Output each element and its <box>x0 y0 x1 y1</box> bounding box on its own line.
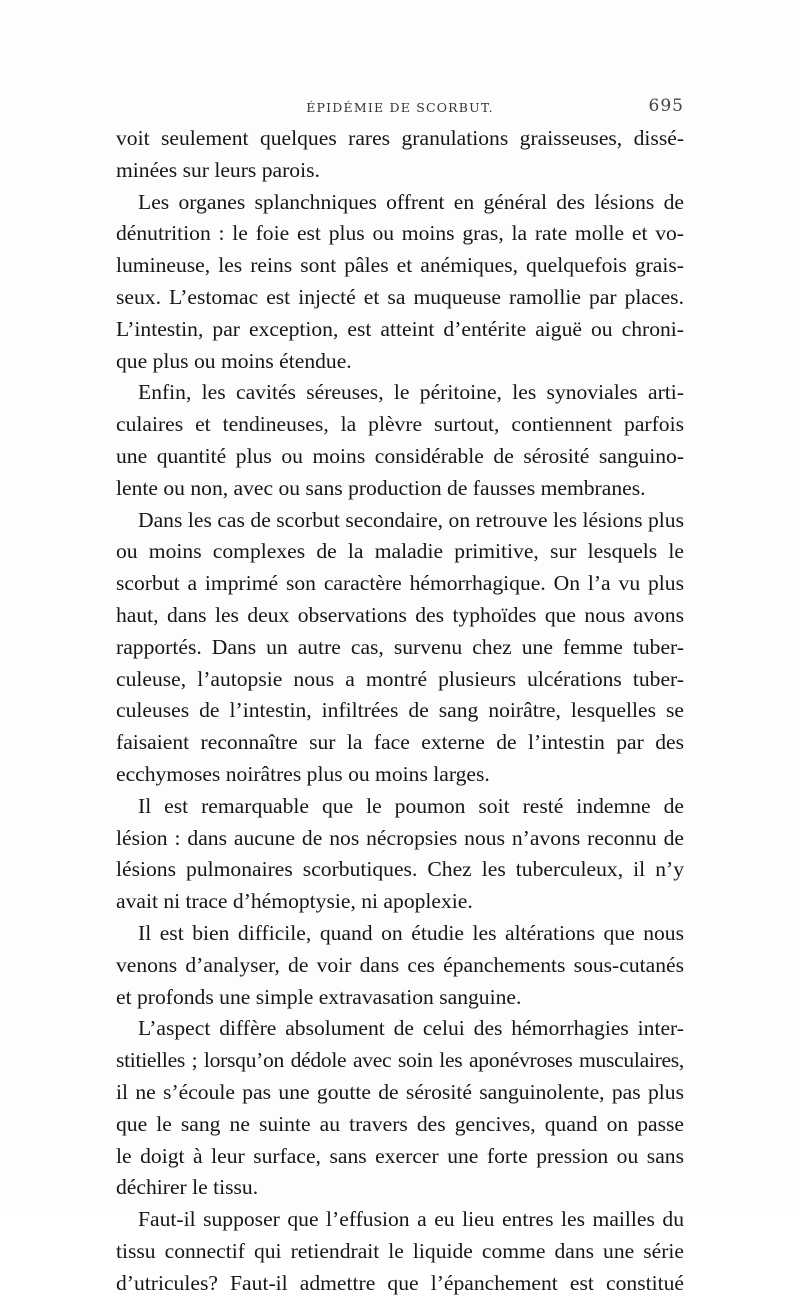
text-line: L’aspect diffère absolument de celui des hémorrhagies inter- <box>138 1016 684 1041</box>
running-head <box>116 96 684 118</box>
text-line: tissu connectif qui retiendrait le liquide comme dans une série <box>116 1238 684 1263</box>
text-line: Il est bien difficile, quand on étudie les altérations que nous <box>138 920 684 945</box>
body-text <box>116 123 684 1299</box>
text-line: voit seulement quelques rares granulations graisseuses, dissé- <box>116 126 684 150</box>
page-number: 695 <box>648 96 684 116</box>
text-line: que plus ou moins étendue. <box>116 348 352 373</box>
text-line: Enfin, les cavités séreuses, le péritoine, les synoviales arti- <box>138 380 684 405</box>
text-line: stitielles ; lorsqu’on dédole avec soin les aponévroses musculaires, <box>116 1048 684 1073</box>
text-line: lumineuse, les reins sont pâles et anémiques, quelquefois grais- <box>116 253 684 278</box>
text-line: lente ou non, avec ou sans production de fausses membranes. <box>116 475 646 500</box>
text-line: déchirer le tissu. <box>116 1175 259 1200</box>
text-line: minées sur leurs parois. <box>116 157 320 182</box>
text-line: avait ni trace d’hémoptysie, ni apoplexie. <box>116 889 473 914</box>
text-line: Dans les cas de scorbut secondaire, on retrouve les lésions plus <box>138 507 684 532</box>
text-line: ou moins complexes de la maladie primitive, sur lesquels le <box>116 539 684 564</box>
text-line: haut, dans les deux observations des typhoïdes que nous avons <box>116 602 684 627</box>
text-line: culeuse, l’autopsie nous a montré plusieurs ulcérations tuber- <box>116 666 684 691</box>
text-line: Les organes splanchniques offrent en général des lésions de <box>138 189 684 214</box>
text-line: seux. L’estomac est injecté et sa muqueuse ramollie par places. <box>116 284 684 309</box>
text-line: que le sang ne suinte au travers des gencives, quand on passe <box>116 1111 684 1136</box>
text-line: le doigt à leur surface, sans exercer une forte pression ou sans <box>116 1143 684 1168</box>
text-line: Faut-il supposer que l’effusion a eu lieu entres les mailles du <box>138 1207 684 1232</box>
text-line: culaires et tendineuses, la plèvre surtout, contiennent parfois <box>116 412 684 437</box>
text-line: ecchymoses noirâtres plus ou moins larges. <box>116 761 490 786</box>
text-line: rapportés. Dans un autre cas, survenu chez une femme tuber- <box>116 634 684 659</box>
text-line: L’intestin, par exception, est atteint d’entérite aiguë ou chroni- <box>116 316 684 341</box>
text-line: faisaient reconnaître sur la face externe de l’intestin par des <box>116 730 684 755</box>
text-line: et profonds une simple extravasation sanguine. <box>116 984 522 1009</box>
running-title: ÉPIDÉMIE DE SCORBUT. <box>306 100 494 115</box>
text-line: venons d’analyser, de voir dans ces épanchements sous-cutanés <box>116 952 684 977</box>
text-line: scorbut a imprimé son caractère hémorrhagique. On l’a vu plus <box>116 571 684 596</box>
text-line: une quantité plus ou moins considérable de sérosité sanguino- <box>116 443 684 468</box>
text-line: lésions pulmonaires scorbutiques. Chez les tuberculeux, il n’y <box>116 857 684 882</box>
text-line: dénutrition : le foie est plus ou moins gras, la rate molle et vo- <box>116 221 684 246</box>
text-line: il ne s’écoule pas une goutte de sérosité sanguinolente, pas plus <box>116 1079 684 1104</box>
text-line: Il est remarquable que le poumon soit resté indemne de <box>138 793 684 818</box>
text-line: lésion : dans aucune de nos nécropsies nous n’avons reconnu de <box>116 825 684 850</box>
text-line: culeuses de l’intestin, infiltrées de sang noirâtre, lesquelles se <box>116 698 684 723</box>
text-line: d’utricules? Faut-il admettre que l’épanchement est constitué <box>116 1270 684 1295</box>
